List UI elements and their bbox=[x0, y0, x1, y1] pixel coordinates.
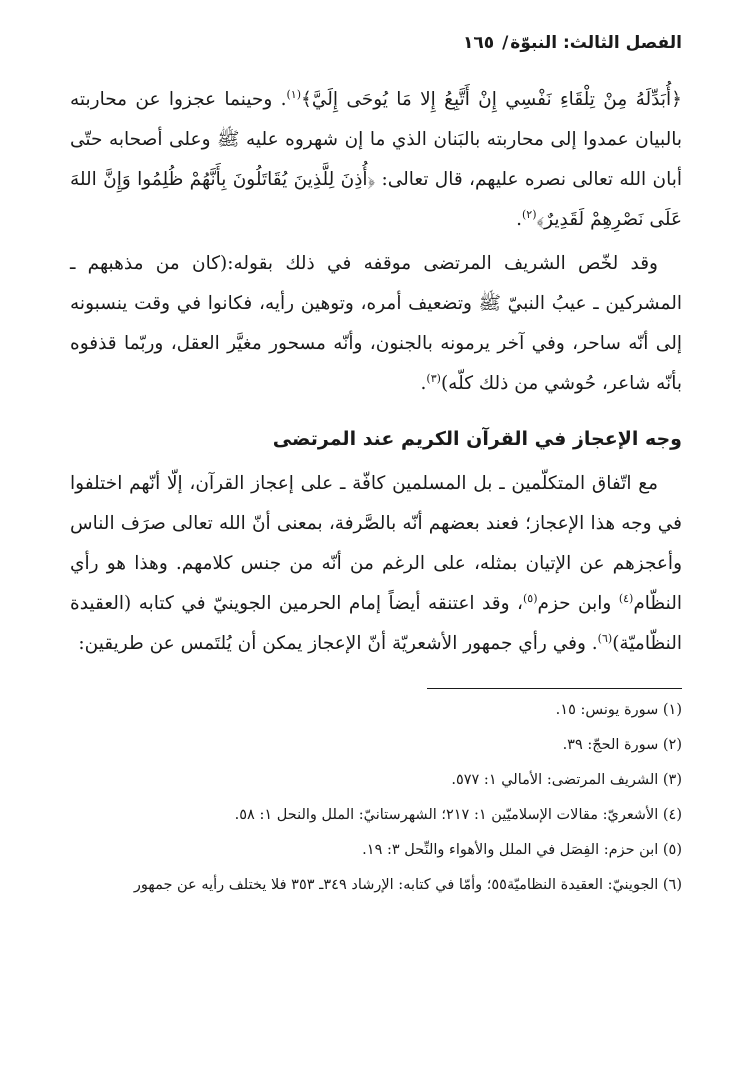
paragraph-1-text: . وحينما عجزوا عن محاربته بالبيان عمدوا إلى محاربته بالبَنان الذي ما إن شهروه عليه ﷺ وعلى أصحابه حتّى أبان الله تعالى نصره عليهم، قال تعالى: ﴿أُذِنَ لِلَّذِينَ يُقَاتَلُونَ بِأَنَّهُمْ ظُلِمُوا وَإِنَّ اللهَ عَلَى نَصْرِهِمْ لَقَدِيرٌ﴾ bbox=[70, 89, 682, 230]
paragraph-2-text: وقد لخّص الشريف المرتضى موقفه في ذلك بقوله:(كان من مذهبهم ـ المشركين ـ عيبُ النبيّ ﷺ وتضعيف أمره، وتوهين رأيه، فكانوا في وقت ينسبونه إلى أنّه ساحر، وفي آخر يرمونه بالجنون، وأنّه مسحور مغيَّر العقل، وربّما قذفوه بأنّه شاعر، حُوشي من ذلك كلّه) bbox=[70, 253, 682, 394]
paragraph-3-text-c: ، وقد اعتنقه أيضاً إمام الحرمين الجوينيّ في كتابه (العقيدة النظّاميّة) bbox=[70, 593, 682, 654]
footnote-ref-2[interactable]: (٢) bbox=[522, 207, 537, 221]
page-number: ١٦٥ bbox=[463, 33, 495, 53]
footnote-4: (٤) الأشعريّ: مقالات الإسلاميّين ١: ٢١٧؛ الشهرستانيّ: الملل والنحل ١: ٥٨. bbox=[234, 807, 682, 823]
paragraph-3 bbox=[70, 464, 682, 664]
quran-verse-1: ﴿أُبَدِّلَهُ مِنْ تِلْقَاءِ نَفْسِي إِنْ أَتَّبِعُ إِلا مَا يُوحَى إِلَيَّ﴾ bbox=[301, 89, 682, 110]
header-separator: / bbox=[502, 33, 509, 53]
paragraph-1-end: . bbox=[516, 209, 522, 230]
footnote-1: (١) سورة يونس: ١٥. bbox=[555, 702, 682, 718]
footnote-5: (٥) ابن حزم: الفِصَل في الملل والأهواء والنِّحل ٣: ١٩. bbox=[362, 842, 682, 858]
footnote-divider bbox=[427, 688, 682, 689]
section-heading: وجه الإعجاز في القرآن الكريم عند المرتضى bbox=[272, 428, 682, 450]
paragraph-3-text-d: . وفي رأي جمهور الأشعريّة أنّ الإعجاز يمكن أن يُلتَمس عن طريقين: bbox=[78, 633, 598, 654]
footnote-ref-6[interactable]: (٦) bbox=[597, 631, 613, 645]
paragraph-2 bbox=[70, 244, 682, 404]
footnote-ref-1[interactable]: (١) bbox=[286, 87, 302, 101]
paragraph-1 bbox=[70, 80, 682, 240]
footnote-ref-4[interactable]: (٤) bbox=[618, 591, 634, 605]
footnote-6: (٦) الجوينيّ: العقيدة النظاميّة٥٥؛ وأمّا في كتابه: الإرشاد ٣٤٩ـ ٣٥٣ فلا يختلف رأيه عن جمهور bbox=[133, 877, 682, 893]
running-header bbox=[70, 30, 682, 56]
paragraph-3-text-b: وابن حزم bbox=[537, 593, 619, 614]
footnote-ref-3[interactable]: (٣) bbox=[426, 371, 441, 385]
footnote-3: (٣) الشريف المرتضى: الأمالي ١: ٥٧٧. bbox=[451, 772, 682, 788]
chapter-title: الفصل الثالث: النبوّة bbox=[510, 33, 682, 53]
footnotes-list bbox=[70, 699, 682, 896]
footnote-2: (٢) سورة الحجّ: ٣٩. bbox=[562, 737, 682, 753]
footnote-ref-5[interactable]: (٥) bbox=[522, 591, 538, 605]
paragraph-3-text-a: مع اتّفاق المتكلّمين ـ بل المسلمين كافّة ـ على إعجاز القرآن، إلّا أنّهم اختلفوا في وجه هذا الإعجاز؛ فعند بعضهم أنّه بالصَّرفة، بمعنى أنّ الله تعالى صرَف الناس وأعجزهم عن الإتيان بمثله، على الرغم من أنّه من جنس كلامهم. وهذا هو رأي النظّام bbox=[70, 473, 682, 614]
book-page bbox=[70, 30, 682, 909]
paragraph-2-end: . bbox=[420, 373, 427, 394]
